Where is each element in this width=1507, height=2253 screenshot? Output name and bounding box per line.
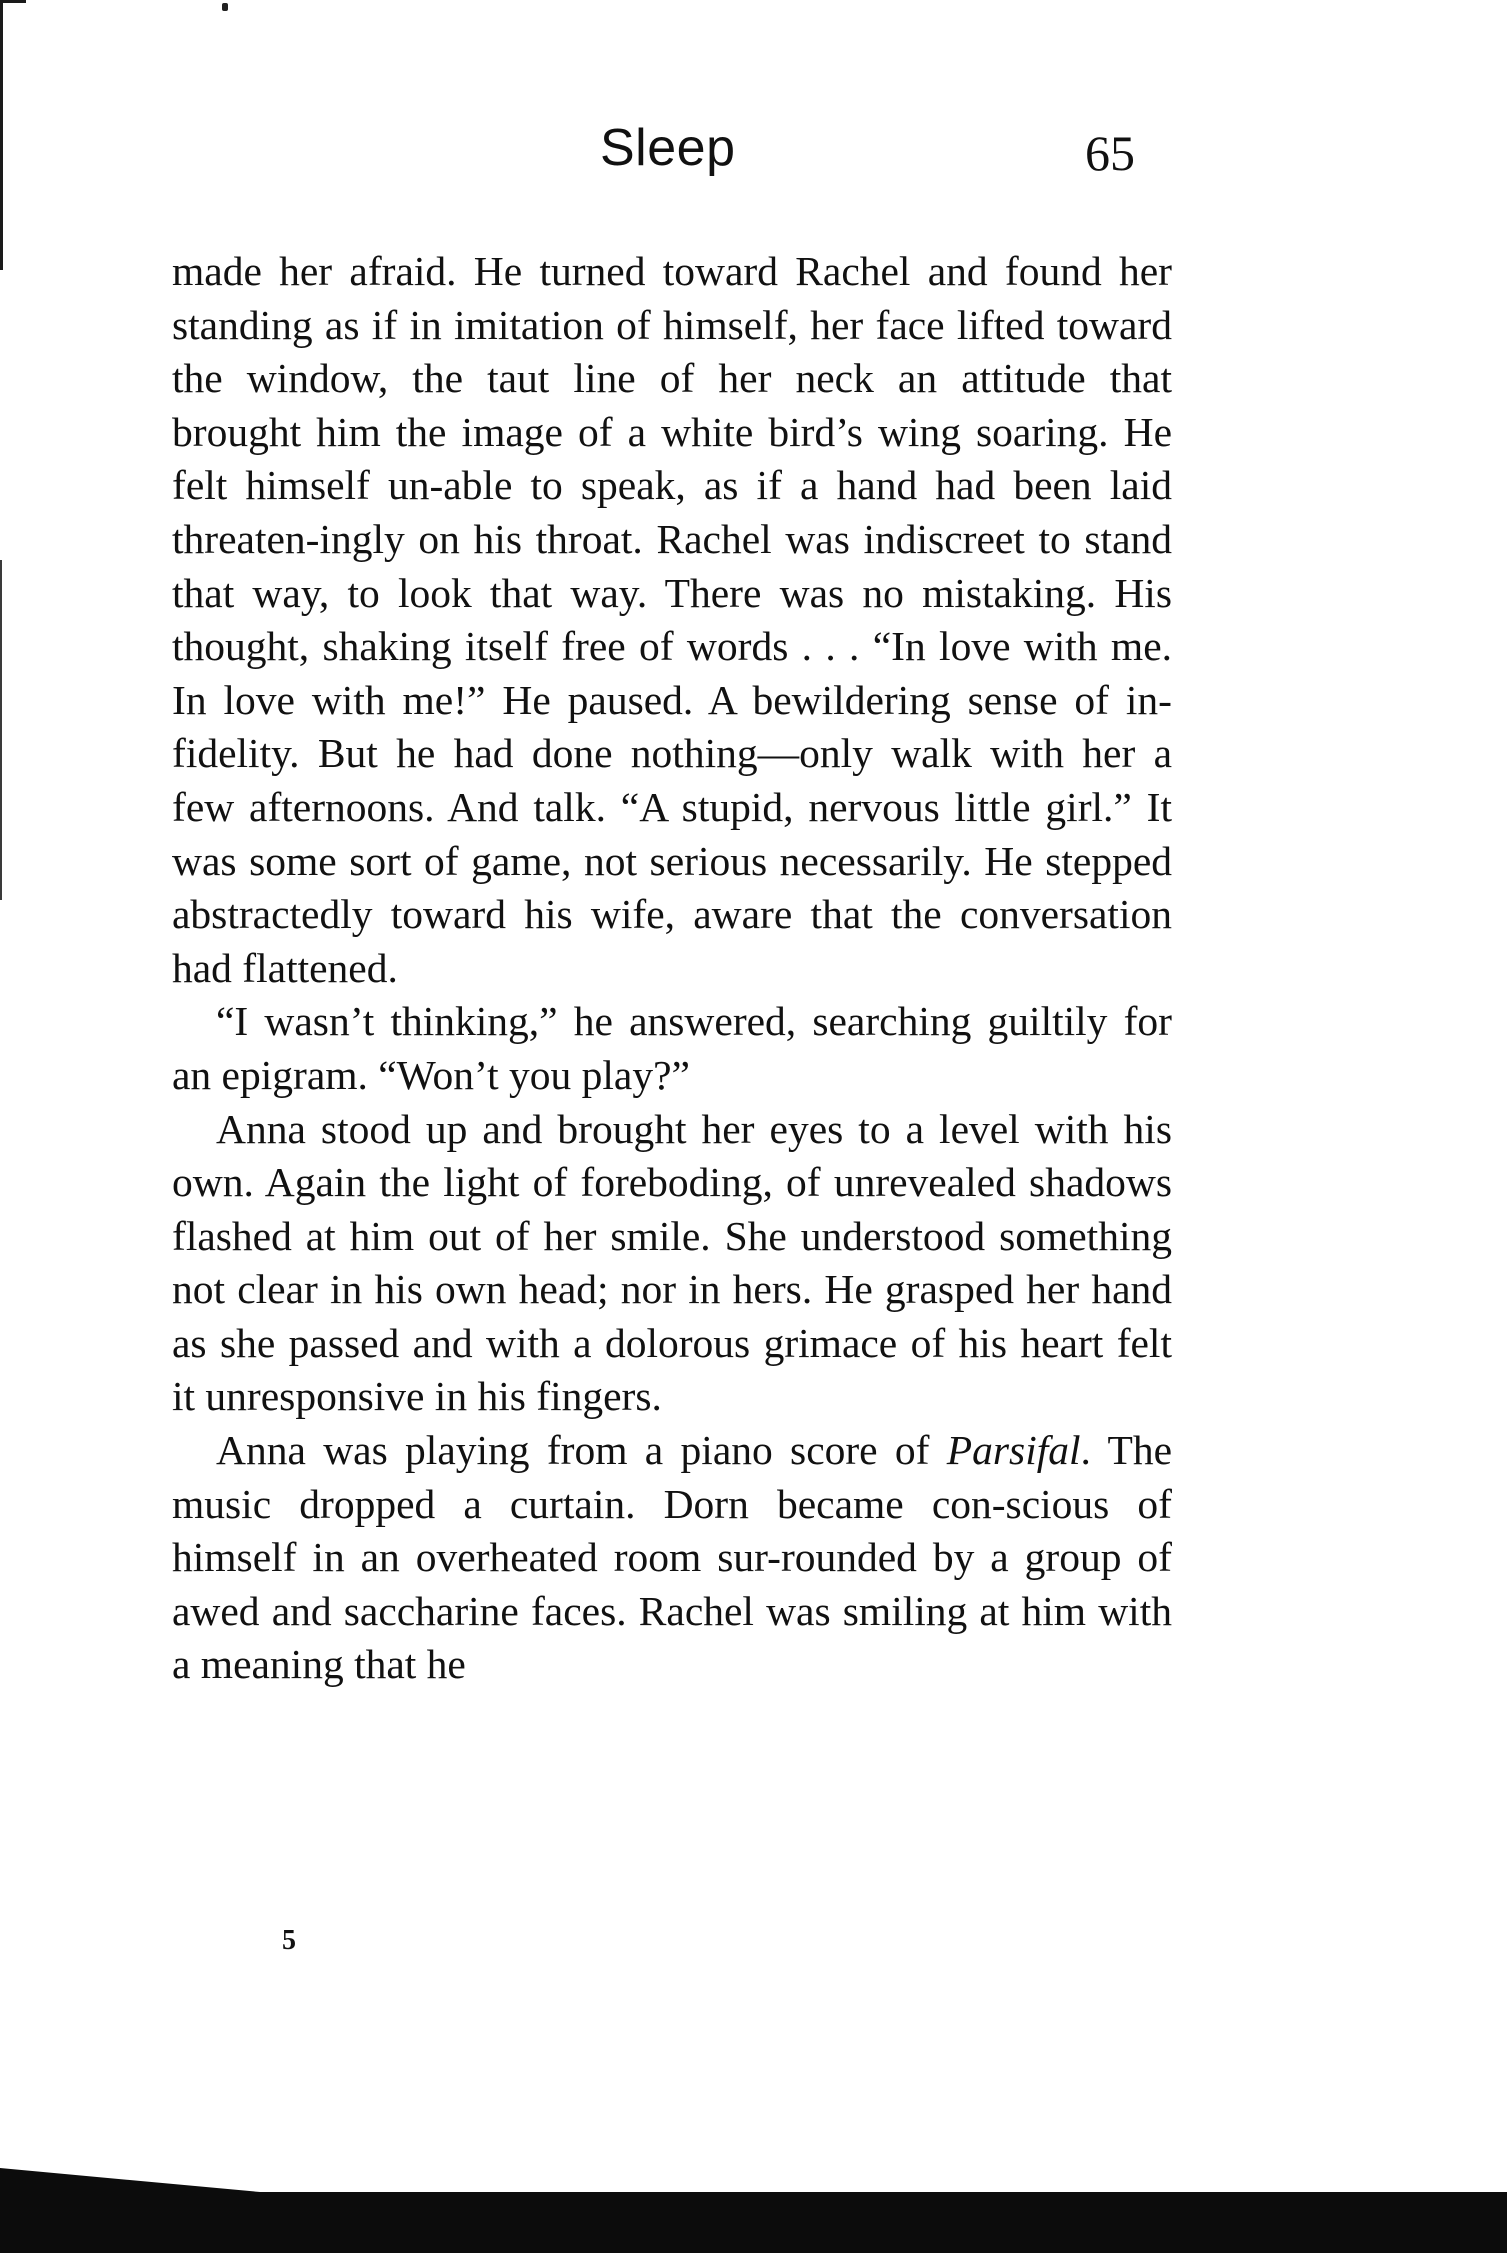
body-text <box>172 245 1172 1692</box>
paragraph: made her afraid. He turned toward Rachel and found her standing as if in imitation of himself, her face lifted toward the window, the taut line of her neck an attitude that brought him the image of a white bird’s wing soaring. He felt himself un-able to speak, as if a hand had been laid threaten-ingly on his throat. Rachel was indiscreet to stand that way, to look that way. There was no mistaking. His thought, shaking itself free of words . . . “In love with me. In love with me!” He paused. A bewildering sense of in-fidelity. But he had done nothing—only walk with her a few afternoons. And talk. “A stupid, nervous little girl.” It was some sort of game, not serious necessarily. He stepped abstractedly toward his wife, aware that the conversation had flattened. <box>172 248 1172 991</box>
signature-mark: 5 <box>282 1925 296 1956</box>
running-title: Sleep <box>600 119 736 177</box>
page-number: 65 <box>1085 125 1135 181</box>
scan-border-bottom <box>0 2192 1507 2253</box>
scan-border-left-lower <box>0 560 2 900</box>
paragraph-text: . The music dropped a curtain. Dorn became con-scious of himself in an overheated room sur-rounded by a group of awed and saccharine faces. Rachel was smiling at him with a meaning that he <box>172 1427 1172 1688</box>
scan-border-top <box>0 0 26 3</box>
running-head <box>0 118 1507 188</box>
title-italic: Parsifal <box>946 1427 1081 1474</box>
paragraph-last <box>172 1424 1172 1692</box>
paragraph: “I wasn’t thinking,” he answered, searching guiltily for an epigram. “Won’t you play?” <box>172 998 1172 1098</box>
paragraph-text: Anna was playing from a piano score of <box>216 1427 947 1474</box>
scan-speck <box>222 3 228 11</box>
paragraph: Anna stood up and brought her eyes to a level with his own. Again the light of foreboding, of unrevealed shadows flashed at him out of her smile. She understood something not clear in his own head; nor in hers. He grasped her hand as she passed and with a dolorous grimace of his heart felt it unresponsive in his fingers. <box>172 1105 1172 1420</box>
